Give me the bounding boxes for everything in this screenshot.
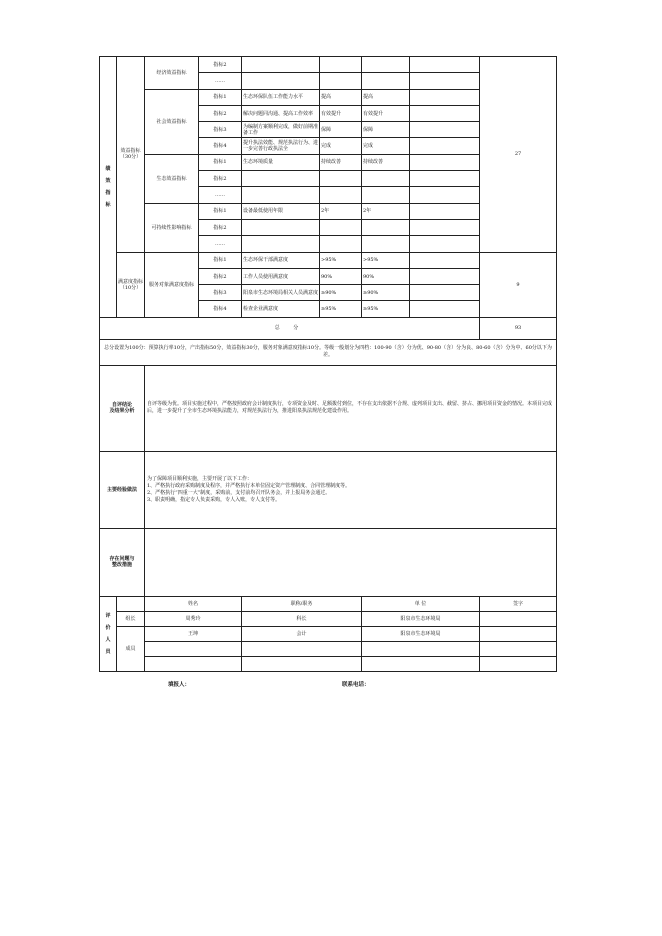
evaluator-member-row (100, 641, 557, 656)
indicator-target: 提高 (320, 89, 362, 105)
indicator-note (410, 236, 480, 252)
experience-line: 为了保障项目顺利实施，主要开展了以下工作： (147, 475, 253, 482)
experience-label: 主要经验做法 (100, 451, 145, 528)
indicator-actual: 有效提升 (362, 105, 410, 121)
indicator-actual: 90% (362, 268, 410, 284)
indicator-code: 指标1 (199, 252, 242, 268)
indicator-group-name: 可持续性影响指标 (145, 203, 199, 252)
indicator-code: 指标2 (199, 219, 242, 235)
indicator-code: 指标4 (199, 138, 242, 154)
indicator-note (410, 171, 480, 187)
indicator-content: 设备最低使用年限 (242, 203, 320, 219)
evaluator-member-row (100, 626, 557, 641)
phone-label: 联系电话： (342, 682, 370, 688)
indicator-content: 阳泉市生态环境局相关人员满意度 (242, 285, 320, 301)
indicator-group-name: 生态效益指标 (145, 154, 199, 203)
indicator-content: 生态环保干部满意度 (242, 252, 320, 268)
member-title: 会计 (242, 626, 362, 641)
indicator-content: 工作人员使用满意度 (242, 268, 320, 284)
category-char: 标 (105, 201, 111, 208)
header-title: 职称/职务 (242, 596, 362, 611)
indicator-group-name: 社会效益指标 (145, 89, 199, 154)
header-unit: 单 位 (362, 596, 480, 611)
member-sign (480, 656, 557, 671)
total-row (100, 317, 557, 339)
evaluator-member-row (100, 656, 557, 671)
indicator-note (410, 219, 480, 235)
indicator-actual: 提高 (362, 89, 410, 105)
indicator-note (410, 89, 480, 105)
indicator-target: >95% (320, 252, 362, 268)
indicator-note (410, 122, 480, 138)
indicator-target: 完成 (320, 138, 362, 154)
scoring-note: 总分设置为100分：预算执行率10分，产出指标50分，效益指标30分，服务对象满意度指标10分。等级一般划分为四档：100-90（含）分为优、90-80（含）分为良、80-60（含）分为中、60分以下为差。 (100, 339, 557, 365)
member-title (242, 641, 362, 656)
header-name: 姓名 (145, 596, 242, 611)
indicator-code: 指标2 (199, 268, 242, 284)
problems-label-line1: 存在问题与 (109, 556, 135, 563)
indicator-actual (362, 57, 410, 73)
header-sign: 签字 (480, 596, 557, 611)
experience-row (100, 451, 557, 528)
problems-label (100, 528, 145, 596)
member-name (145, 656, 242, 671)
indicator-note (410, 73, 480, 89)
indicator-target (320, 57, 362, 73)
leader-sign (480, 611, 557, 626)
indicator-content: 生态环境质量 (242, 154, 320, 170)
indicator-actual: >95% (362, 252, 410, 268)
indicator-target: 保障 (320, 122, 362, 138)
indicator-code: 指标2 (199, 171, 242, 187)
leader-unit: 阳泉市生态环境局 (362, 611, 480, 626)
total-label: 总 分 (100, 317, 480, 339)
indicator-note (410, 57, 480, 73)
member-name (145, 641, 242, 656)
self-eval-label-line2: 及结果分析 (109, 408, 135, 415)
satisfaction-score: 9 (480, 252, 557, 317)
experience-line: 1、严格执行政府采购制度及程序，并严格执行本单位固定资产管理制度、合同管理制度等。 (147, 482, 351, 489)
indicator-row (100, 252, 557, 268)
indicator-actual: 保障 (362, 122, 410, 138)
member-name: 王坤 (145, 626, 242, 641)
indicator-code: …… (199, 73, 242, 89)
indicator-target (320, 187, 362, 203)
indicator-content (242, 236, 320, 252)
evaluation-table (99, 56, 557, 672)
output-score: 27 (480, 57, 557, 253)
indicator-code: 指标2 (199, 105, 242, 121)
member-sign (480, 641, 557, 656)
evaluator-group-label: 评 价 人 员 (100, 596, 117, 671)
indicator-target: 2年 (320, 203, 362, 219)
self-eval-row (100, 365, 557, 451)
indicator-actual (362, 171, 410, 187)
indicator-note (410, 203, 480, 219)
indicator-note (410, 105, 480, 121)
indicator-content (242, 219, 320, 235)
indicator-note (410, 138, 480, 154)
indicator-group-name: 服务对象满意度指标 (145, 252, 199, 317)
indicator-note (410, 252, 480, 268)
indicator-group-name: 经济效益指标 (145, 57, 199, 90)
indicator-target (320, 219, 362, 235)
member-unit (362, 641, 480, 656)
indicator-actual: 完成 (362, 138, 410, 154)
member-unit: 阳泉市生态环境局 (362, 626, 480, 641)
indicator-row (100, 57, 557, 73)
indicator-note (410, 268, 480, 284)
problems-row (100, 528, 557, 596)
indicator-content: 解决问题同沟通、提高工作效率 (242, 105, 320, 121)
indicator-content: 生态环保队伍工作能力水平 (242, 89, 320, 105)
indicator-code: 指标1 (199, 154, 242, 170)
scoring-note-row (100, 339, 557, 365)
indicator-target: 持续改善 (320, 154, 362, 170)
indicator-code: …… (199, 187, 242, 203)
performance-indicator-rows (100, 57, 557, 318)
member-title (242, 656, 362, 671)
indicator-target: ≥95% (320, 301, 362, 317)
member-role: 成员 (117, 626, 145, 671)
indicator-note (410, 154, 480, 170)
leader-role: 组长 (117, 611, 145, 626)
self-eval-label (100, 365, 145, 451)
indicator-note (410, 301, 480, 317)
self-eval-label-line1: 自评结论 (111, 402, 132, 409)
indicator-target (320, 73, 362, 89)
indicator-target: ≥90% (320, 285, 362, 301)
evaluator-leader-row (100, 611, 557, 626)
member-sign (480, 626, 557, 641)
leader-title: 科长 (242, 611, 362, 626)
category-char: 效 (105, 177, 111, 184)
indicator-code: 指标4 (199, 301, 242, 317)
performance-evaluation-sheet (99, 56, 556, 672)
indicator-code: 指标1 (199, 89, 242, 105)
indicator-content (242, 171, 320, 187)
indicator-note (410, 285, 480, 301)
problems-label-line2: 整改措施 (111, 562, 132, 569)
indicator-actual (362, 236, 410, 252)
indicator-content (242, 57, 320, 73)
satisfaction-indicator-label: 满意度指标（10分） (117, 252, 145, 317)
indicator-actual (362, 219, 410, 235)
indicator-content (242, 73, 320, 89)
total-score: 93 (480, 317, 557, 339)
category-char: 指 (105, 189, 111, 196)
indicator-target (320, 171, 362, 187)
indicator-actual: ≥95% (362, 301, 410, 317)
indicator-actual: ≥90% (362, 285, 410, 301)
indicator-content (242, 187, 320, 203)
indicator-target: 90% (320, 268, 362, 284)
indicator-content: 提升执法效能、规范执法行为、进一步完善行政执法全 (242, 138, 320, 154)
indicator-code: 指标3 (199, 285, 242, 301)
indicator-content: 为编制方案顺利完成，做好前期准备工作 (242, 122, 320, 138)
evaluator-header-row (100, 596, 557, 611)
leader-name: 周秀玲 (145, 611, 242, 626)
experience-text (145, 451, 557, 528)
indicator-code: …… (199, 236, 242, 252)
indicator-actual: 持续改善 (362, 154, 410, 170)
category-char: 绩 (105, 165, 111, 172)
indicator-note (410, 187, 480, 203)
filler-label: 填报人： (168, 682, 191, 688)
indicator-actual (362, 187, 410, 203)
indicator-target: 有效提升 (320, 105, 362, 121)
experience-line: 3、职责明确，指定专人负责采购，专人入账，专人支付等。 (147, 496, 281, 503)
indicator-actual: 2年 (362, 203, 410, 219)
experience-line: 2、严格执行“四重一大”制度，采购前，支付前均召开队务会，并上报局务会通过。 (147, 489, 331, 496)
indicator-target (320, 236, 362, 252)
indicator-actual (362, 73, 410, 89)
performance-category-label (100, 57, 117, 318)
problems-text (145, 528, 557, 596)
indicator-code: 指标1 (199, 203, 242, 219)
self-eval-text: 自评等级为优。项目实施过程中，严格按照政府会计制度执行，专项资金及时、足额拨付到位，不存在支出依据不合规、虚列项目支出、截留、挤占、挪用项目资金的情况。本项目完成后，进一步提升了全市生态环境执法能力，对规范执法行为，推进阳泉执法规范化建设作用。 (145, 365, 557, 451)
member-unit (362, 656, 480, 671)
indicator-content: 检查企业满意度 (242, 301, 320, 317)
indicator-code: 指标2 (199, 57, 242, 73)
indicator-code: 指标3 (199, 122, 242, 138)
output-indicator-label: 效益指标（30分） (117, 57, 145, 253)
